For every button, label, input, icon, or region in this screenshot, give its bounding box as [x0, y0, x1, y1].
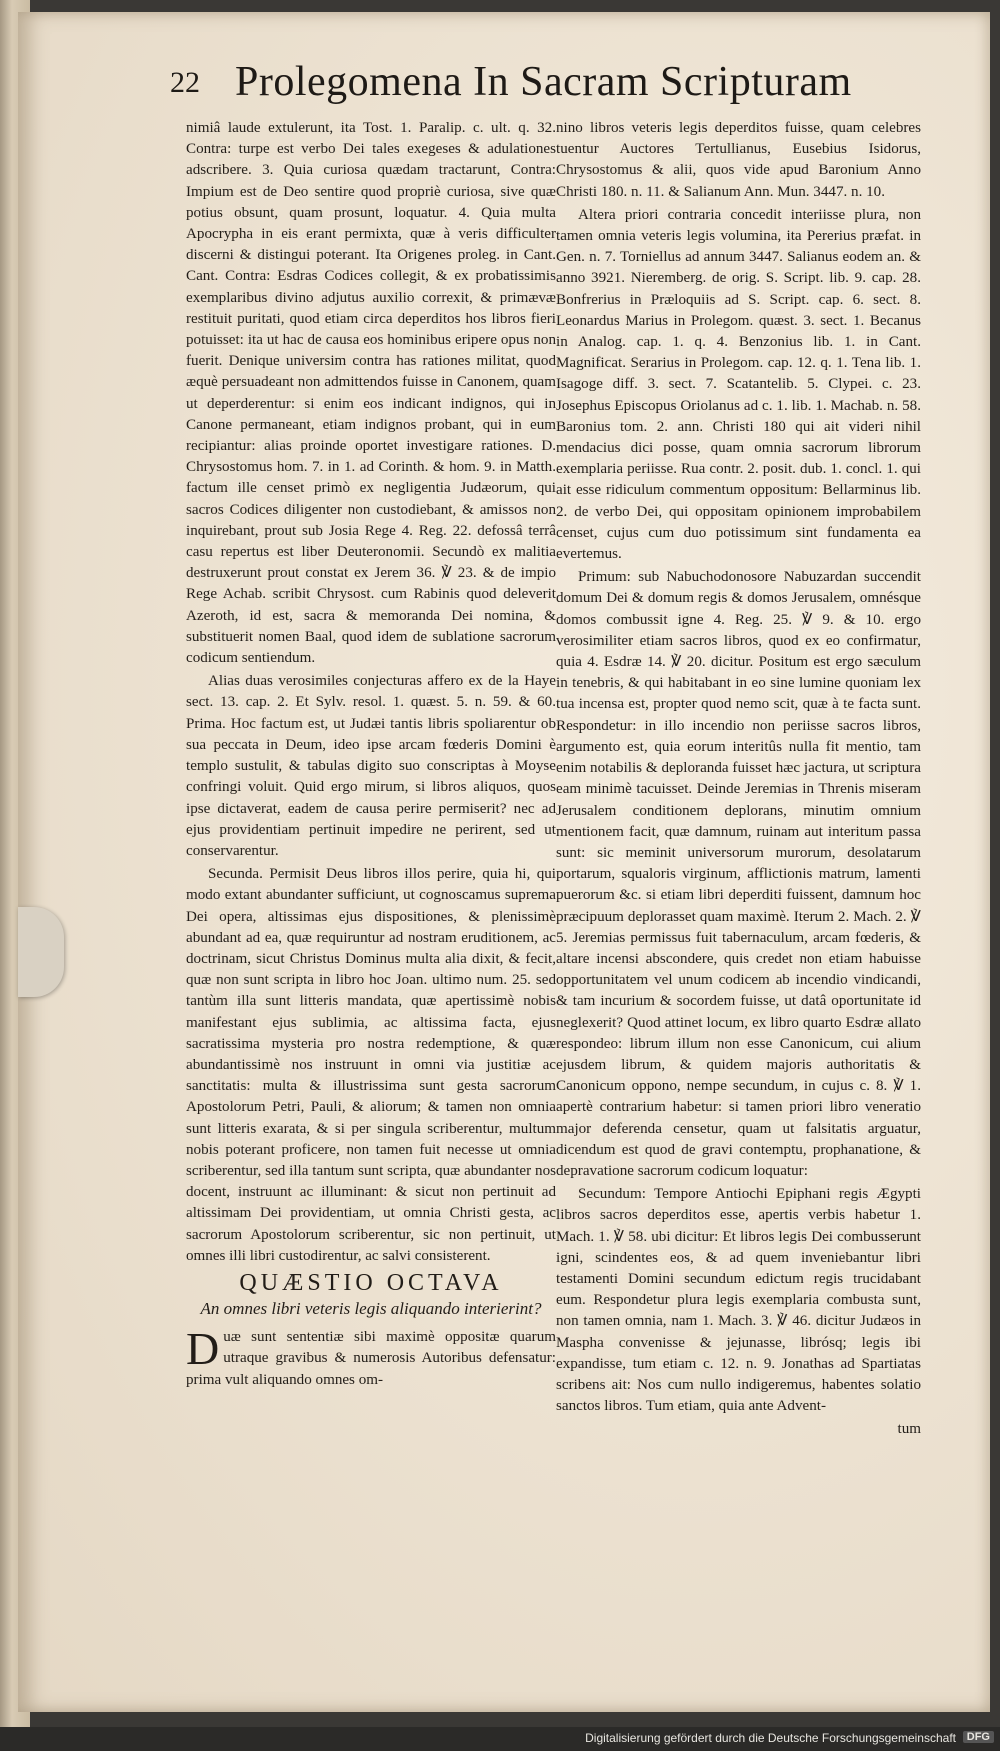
right-paragraph-3: Primum: sub Nabuchodonosore Nabuzardan succendit domum Dei & domum regis & domos Jerusalem, omnésque domos combussit igne 4. Reg. 25. ℣ 9. & 10. ergo verosimiliter etiam sacros libros, quod ex eo confirmatur, quia 4. Esdræ 14. ℣ 20. dicitur. Positum est ergo sæculum in tenebris, & qui habitabant in eo sine lumine quoniam lex tua incensa est, propter quod nemo scit, quæ à te facta sunt. Respondetur: in illo incendio non periisse sacros libros, argumento est, quia eorum interitûs nulla fit mentio, tam enim notabilis & deploranda fuisset hæc jactura, ut scriptura eam minimè tacuisset. Deinde Jeremias in Threnis miseram Jerusalem conditionem deplorans, minutim omnium mentionem facit, quæ damnum, ruinam aut interitum passa sunt: sic meminit universorum murorum, desolatarum portarum, squaloris virginum, afflictionis matrum, lamenti puerorum &c. si etiam libri deperditi fuissent, damnum hoc præcipuum deplorasset quam maximè. Iterum 2. Mach. 2. ℣ 5. Jeremias permissus fuit tabernaculum, arcam fœderis, & altare incensi abscondere, quis credet non etiam habuisse opportunitatem vel unum codicem ab incendio vindicandi, & tam incurium & socordem fuisse, ut datâ oportunitate id neglexerit? Quod attinet locum, ex libro quarto Esdræ allato respondeo: librum illum non esse Canonicum, cui alium ejusdem librum, & quidem majoris authoritatis & Canonicum oppono, nempe secundum, in cujus c. 8. ℣ 1. apertè contrarium habetur: si tamen priori libro veneratio major deferenda censetur, quam ut falsitatis arguatur, dicendum est quod de gravi contemptu, prophanatione, & depravatione sacrorum codicum loquatur: [556, 569, 921, 1179]
right-paragraph-1: nino libros veteris legis deperditos fuisse, quam celebres tuentur Auctores Tertullianus, Eusebius Isidorus, Chrysostomus & alii, quos vide apud Baronium Anno Christi 180. n. 11. & Salianum Ann. Mun. 3447. n. 10. [556, 120, 921, 200]
footer-credit: Digitalisierung gefördert durch die Deutsche Forschungsgemeinschaft [585, 1731, 956, 1745]
right-paragraph-2: Altera priori contraria concedit interiisse plura, non tamen omnia veteris legis volumina, ita Pererius præfat. in Gen. n. 7. Torniellus ad annum 3447. Salianus eodem an. & anno 3921. Nieremberg. de orig. S. Script. lib. 9. cap. 28. Bonfrerius in Præloquiis ad S. Script. cap. 6. sect. 8. Leonardus Marius in Prolegom. quæst. 3. sect. 1. Becanus in Analog. cap. 1. q. 4. Benzonius lib. 1. in Cant. Magnificat. Serarius in Prolegom. cap. 12. q. 1. Tena lib. 1. Isagoge diff. 3. sect. 7. Scatantelib. 5. Clypei. c. 23. Josephus Episcopus Oriolanus ad c. 1. lib. 1. Machab. n. 58. Baronius tom. 2. ann. Christi 180 qui ait videri nihil mendacius dici posse, quam omnia sacrorum librorum exemplaria periisse. Rua contr. 2. posit. dub. 1. concl. 1. qui ait esse ridiculum commentum oppositum: Bellarminus lib. 2. de verbo Dei, qui oppositam opinionem improbabilem censet, cujus cum duo potissimum sint fundamenta ea evertemus. [556, 206, 921, 563]
running-title: Prolegomena In Sacram Scripturam [235, 59, 852, 105]
left-paragraph-4 [186, 1323, 556, 1391]
page-header [170, 58, 930, 110]
question-subheading: An omnes libri veteris legis aliquando interierint? [200, 1299, 542, 1319]
digitization-footer [0, 1727, 1000, 1751]
page-number: 22 [170, 66, 200, 99]
left-paragraph-4-text: uæ sunt sententiæ sibi maximè oppositæ quarum utraque gravibus & numerosis Autoribus defensatur: prima vult aliquando omnes om- [186, 1329, 556, 1388]
paper-bookmark-tab [18, 907, 64, 997]
drop-cap-letter: D [186, 1323, 220, 1375]
catchword: tum [897, 1421, 921, 1438]
right-paragraph-4: Secundum: Tempore Antiochi Epiphani regis Ægypti libros sacros deperditos esse, apertis verbis habetur 1. Mach. 1. ℣ 58. ubi dicitur: Et libros legis Dei combusserunt igni, scindentes eos, & ad quem inveniebantur libri testamenti Domini secundum edictum regis trucidabant eum. Respondetur plura legis exemplaria combusta sunt, non tamen omnia, nam 1. Mach. 3. ℣ 46. dicitur Judæos in Maspha convenisse & jejunasse, librósq; legis ibi expandisse, tum etiam c. 12. n. 9. Jonathas ad Spartiatas scribens ait: Nos cum nullo indigeremus, habentes solatio sanctos libros. Tum etiam, quia ante Advent- [556, 1186, 921, 1415]
left-column [186, 118, 556, 1393]
left-paragraph-2: Alias duas verosimiles conjecturas affero ex de la Haye sect. 13. cap. 2. Et Sylv. resol. 1. quæst. 5. n. 59. & 60. Prima. Hoc factum est, ut Judæi tantis libris spoliarentur ob sua peccata in Deum, ideo ipse arcam fœderis Domini è templo sustulit, & tabulas digito suo conscriptas à Moyse confringi voluit. Quid ergo mirum, si libros aliquos, quos ipse dictaverat, eadem de causa perire permiserit? nec ad ejus providentiam pertinuit impedire ne perirent, sed ut conservarentur. [186, 673, 556, 859]
left-paragraph-1: nimiâ laude extulerunt, ita Tost. 1. Paralip. c. ult. q. 32. Contra: turpe est verbo Dei tales exegeses & adulationes adscribere. 3. Quia curiosa quædam tractarunt, Contra: Impium est de Deo sentire quod propriè curiosa, sive quæ potius obsunt, quam prosunt, loquatur. 4. Quia multa Apocrypha in eis erant permixta, quæ à veris difficulter discerni & distingui poterant. Ita Origenes proleg. in Cant. Cant. Contra: Esdras Codices collegit, & ex probatissimis exemplaribus divino adjutus auxilio correxit, & primævæ restituit puritati, quod etiam circa deperditos hos libros fieri potuisset: ita ut hac de causa eos hominibus eripere opus non fuerit. Denique universim contra has rationes militat, quod æquè persuadeant non admittendos fuisse in Canonem, quam ut deperderentur: si enim eos indicant indignos, qui in Canone permaneant, etiam indignos probant, qui in eum recipiantur: alias proinde oportet investigare rationes. D. Chrysostomus hom. 7. in 1. ad Corinth. & hom. 9. in Matth. factum ille censet primò ex negligentia Judæorum, qui sacros Codices diligenter non custodiebant, & amissos non inquirebant, prout sub Josia Rege 4. Reg. 22. defossâ terrâ casu repertus est liber Deuteronomii. Secundò ex malitia destruxerunt prout constat ex Jerem 36. ℣ 23. & de impio Rege Achab. scribit Chrysost. cum Rabinis quod deleverit Azeroth, id est, sacra & memoranda Dei nomina, & substituerit nomen Baal, quod idem de sublatione sacrorum codicum sentiendum. [186, 120, 556, 667]
question-heading: QUÆSTIO OCTAVA [239, 1269, 503, 1296]
right-column [556, 118, 921, 1441]
dfg-logo: DFG [963, 1731, 994, 1743]
left-paragraph-3: Secunda. Permisit Deus libros illos perire, quia hi, qui modo extant abundanter sufficiunt, ut cognoscamus suprema Dei opera, altissimas ejus dispositiones, & plenissimè abundant ad ea, quæ requiruntur ad nostram eruditionem, ac doctrinam, sicut Christus Dominus multa alia dixit, & fecit, quæ non sunt scripta in libro hoc Joan. ultimo num. 25. sed tantùm illa sunt litteris mandata, quæ apertissimè nobis manifestant ejus sublimia, ac altissima facta, ejus sacratissima mysteria pro nostra redemptione, & quæ abundantissimè nos instruunt in omni via justitiæ ac sanctitatis: multa & illustrissima sunt gesta sacrorum Apostolorum Petri, Pauli, & aliorum; & tamen non omnia sunt litteris exarata, & si per singula scriberentur, multum nobis poterant proficere, non tamen fuit necesse ut omnia scriberentur, sed illa tantum sunt scripta, quæ abundanter nos docent, instruunt ac illuminant: & sicut non pertinuit ad altissimam Dei providentiam, ut omnia Christi gesta, ac sacrorum Apostolorum scriberentur, sic non pertinuit, ut omnes illi libri custodirentur, ac salvi consisterent. [186, 866, 556, 1264]
